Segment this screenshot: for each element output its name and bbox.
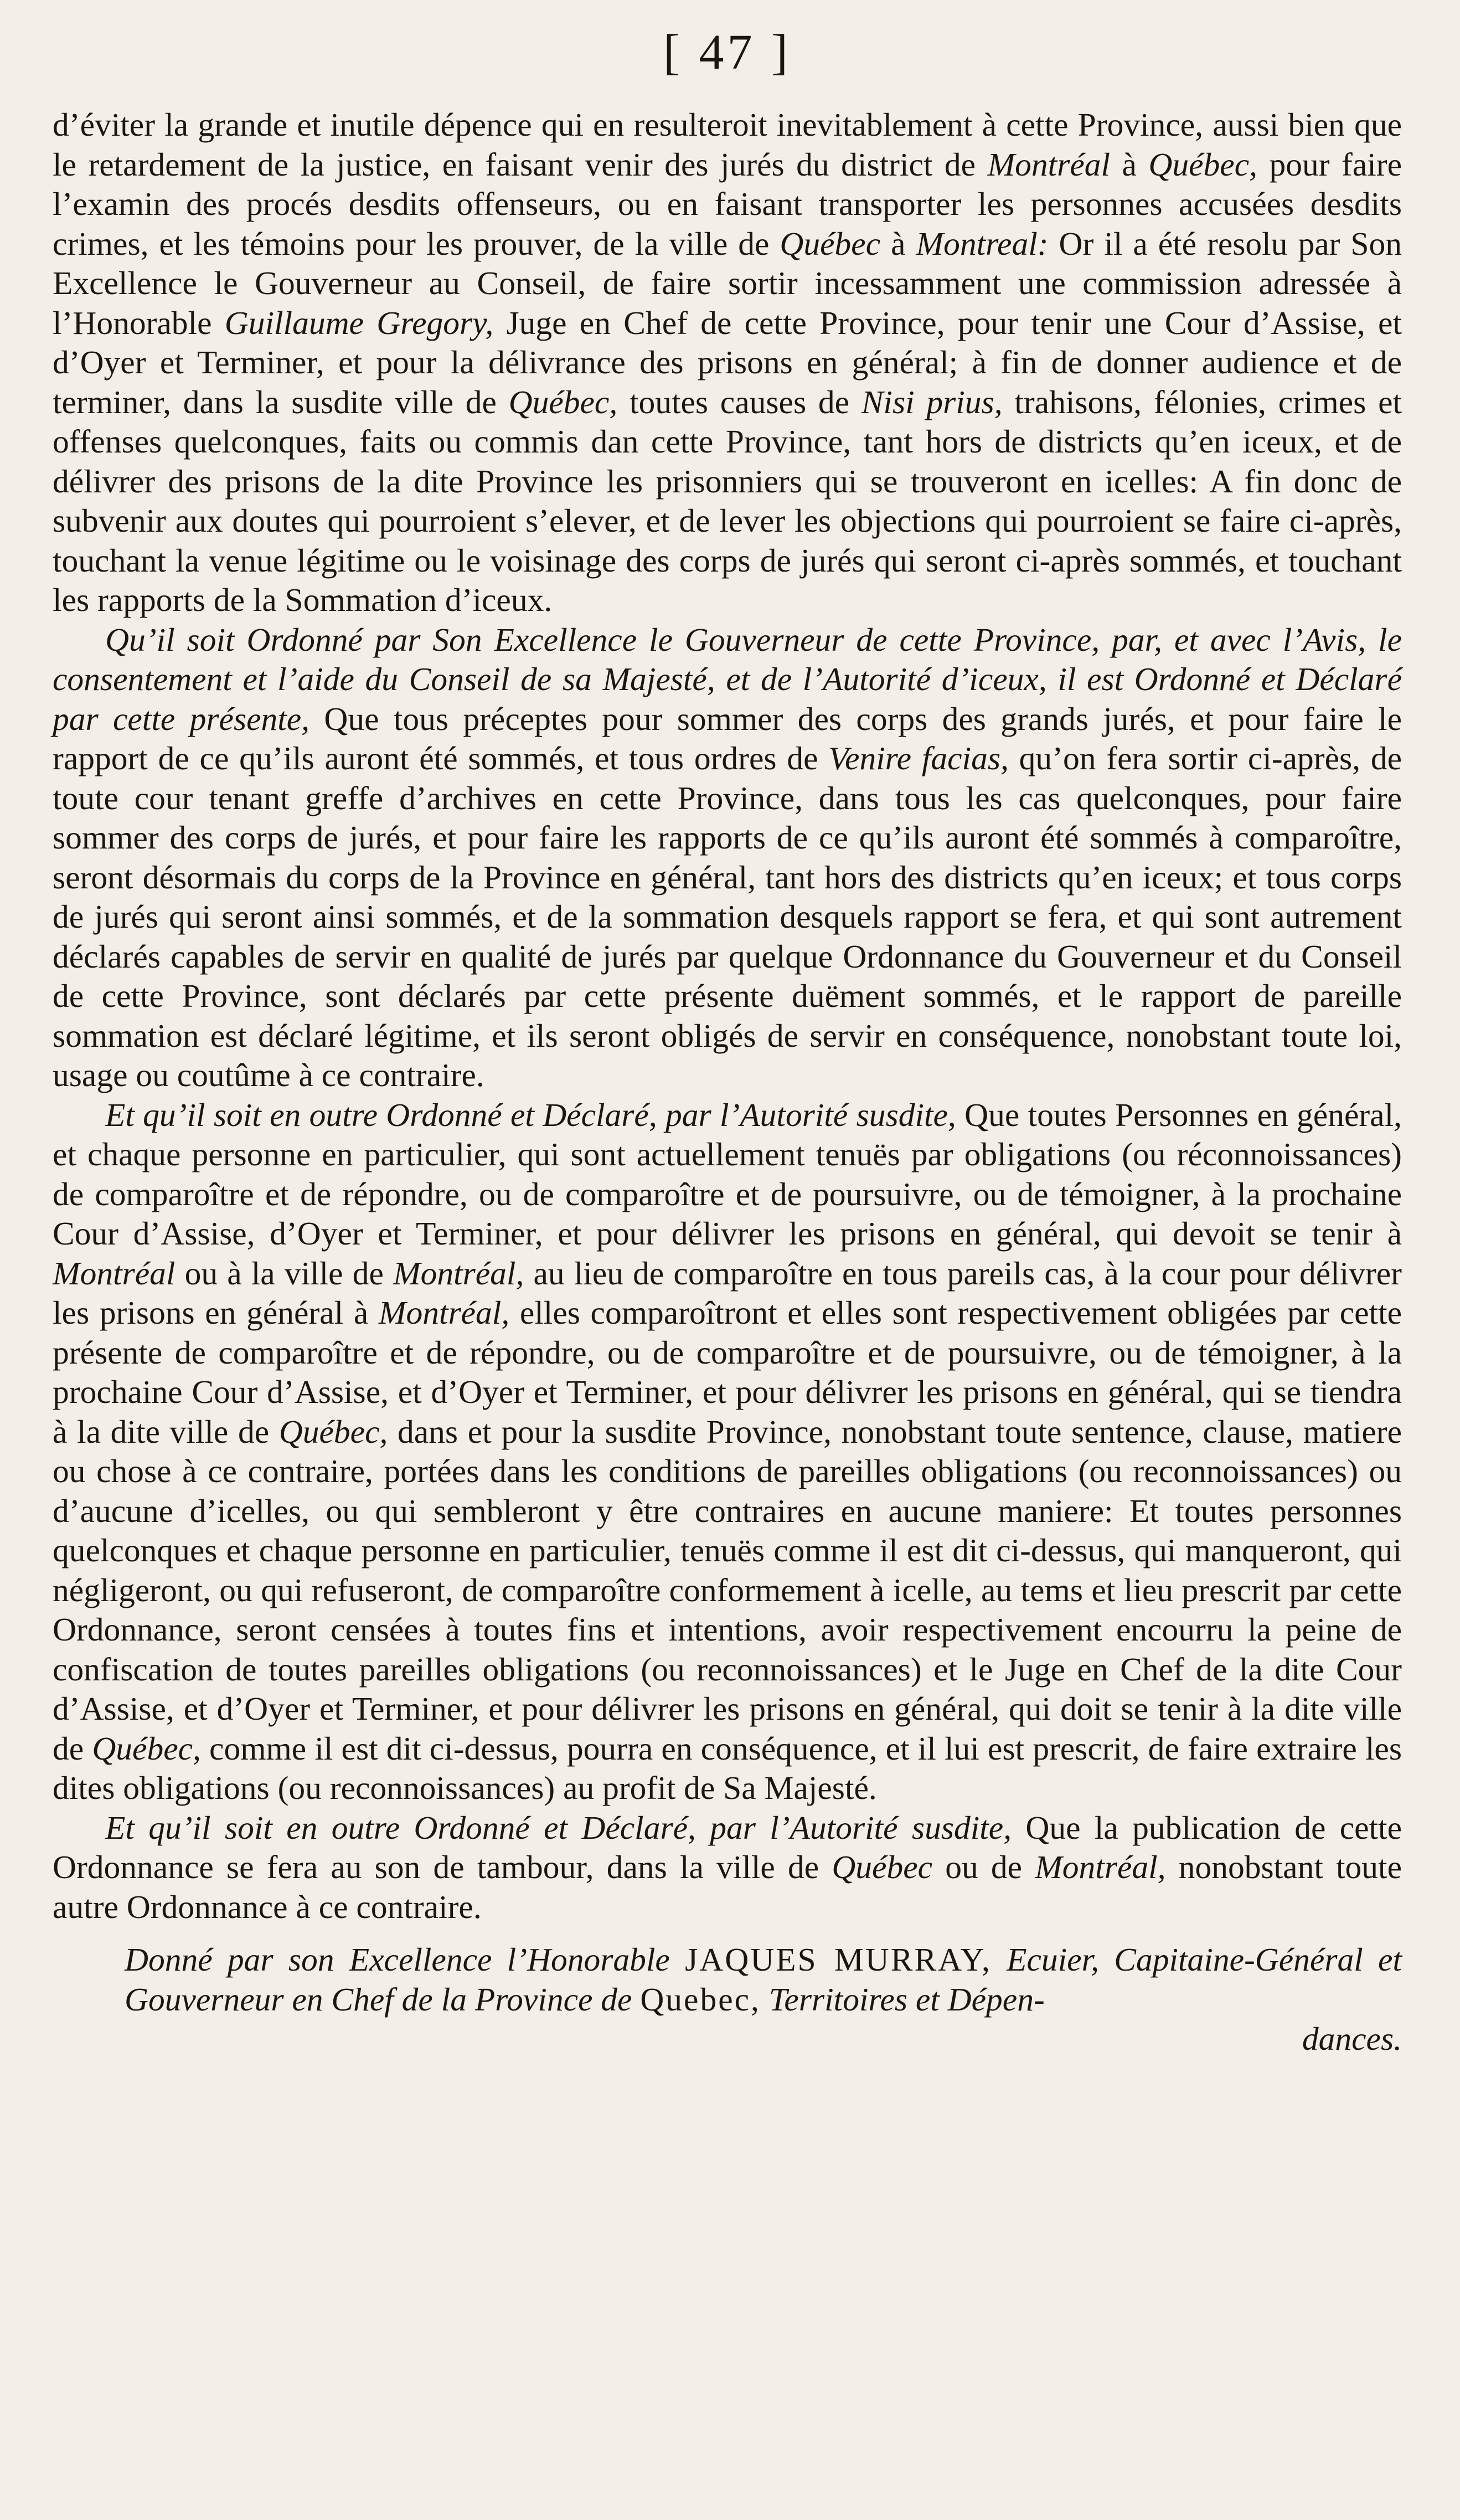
text-run: ou à la ville de	[175, 1254, 394, 1292]
italic-text-run: Québec,	[508, 383, 618, 420]
text-run: comme il est dit ci-dessus, pourra en conséquence, et il lui est prescrit, de faire extraire les dites obligations (ou reconnoissances) au profit de Sa Majesté.	[53, 1730, 1402, 1806]
italic-text-run: Québec	[780, 225, 881, 262]
italic-text-run: Québec,	[1148, 146, 1257, 183]
italic-text-run: Montréal,	[393, 1254, 524, 1292]
italic-text-run: Qu’il soit Ordonné par Son Excellence le Gouverneur de cette Province, par, et avec l’Avis, le consentement et l’aide du Conseil de sa Majesté, et de l’Autorité d’iceux, il est Ordonné et Déclaré par cette présente,	[53, 621, 1402, 737]
page-number: [ 47 ]	[663, 25, 791, 80]
page-header	[53, 22, 1402, 105]
paragraph-ordinance-obligations	[53, 1096, 1402, 1808]
text-run: Juge en Chef de cette Province, pour tenir une Cour d’Assise, et d’Oyer et Terminer, et pour la délivrance des prisons en général; à fin de donner audience et de terminer, dans la susdite ville de	[53, 304, 1402, 420]
text-run: à	[880, 225, 916, 262]
italic-text-run: Territoires et Dépen-	[760, 1981, 1045, 2018]
italic-text-run: Et qu’il soit en outre Ordonné et Déclaré, par l’Autorité susdite,	[105, 1809, 1012, 1846]
text-run: Que toutes Personnes en général, et chaque personne en particulier, qui sont actuellement tenuës par obligations (ou réconnoissances) de comparoître et de répondre, ou de comparoître et de poursuivre, ou de témoigner, à la prochaine Cour d’Assise, d’Oyer et Terminer, et pour délivrer les prisons en général, qui devoit se tenir à	[53, 1096, 1402, 1252]
text-run: Or il a été resolu par Son Excellence le Gouverneur au Conseil, de faire sortir incessamment une commission adressée à l’Honorable	[53, 225, 1402, 341]
italic-text-run: Venire facias,	[828, 740, 1009, 776]
paragraph-preamble	[53, 105, 1402, 620]
italic-text-run: Montréal,	[378, 1294, 510, 1331]
italic-text-run: Ecuier, Capitaine-Général et Gouverneur en Chef de la Province de	[125, 1941, 1402, 2018]
italic-text-run: Québec,	[278, 1413, 388, 1450]
text-run: d’éviter la grande et inutile dépence qui en resulteroit inevitablement à cette Province, aussi bien que le retardement de la justice, en faisant venir des jurés du district de	[53, 106, 1402, 183]
text-run: nonobstant toute autre Ordonnance à ce contraire.	[53, 1849, 1402, 1925]
text-run: Que tous préceptes pour sommer des corps des grands jurés, et pour faire le rapport de ce qu’ils auront été sommés, et tous ordres de	[53, 700, 1402, 776]
document-body	[53, 105, 1402, 1927]
italic-text-run: Et qu’il soit en outre Ordonné et Déclaré, par l’Autorité susdite,	[105, 1096, 956, 1133]
text-run: qu’on fera sortir ci-après, de toute cour tenant greffe d’archives en cette Province, dans tous les cas quelconques, pour faire sommer des corps de jurés, et pour faire les rapports de ce qu’ils auront été sommés à comparoître, seront désormais du corps de la Province en général, tant hors des districts qu’en iceux; et tous corps de jurés qui seront ainsi sommés, et de la sommation desquels rapport se fera, et qui sont autrement déclarés capables de servir en qualité de jurés par quelque Ordonnance du Gouverneur et du Conseil de cette Province, sont déclarés par cette présente duëment sommés, et le rapport de pareille sommation est déclaré légitime, et ils seront obligés de servir en conséquence, nonobstant toute loi, usage ou coutûme à ce contraire.	[53, 740, 1402, 1093]
text-run: toutes causes de	[617, 383, 861, 420]
italic-text-run: Québec,	[92, 1730, 201, 1767]
italic-text-run: Québec	[832, 1849, 933, 1885]
text-run: Que la publication de cette Ordonnance se fera au son de tambour, dans la ville de	[53, 1809, 1402, 1885]
paragraph-ordinance-jurors	[53, 620, 1402, 1096]
text-run: ou de	[932, 1849, 1035, 1885]
text-run: pour faire l’examin des procés desdits offenseurs, ou en faisant transporter les personnes accusées desdits crimes, et les témoins pour les prouver, de la ville de	[53, 146, 1402, 262]
paragraph-ordinance-publication	[53, 1808, 1402, 1927]
text-run: dans et pour la susdite Province, nonobstant toute sentence, clause, matiere ou chose à ce contraire, portées dans les conditions de pareilles obligations (ou reconnoissances) ou d’aucune d’icelles, ou qui sembleront y être contraires en aucune maniere: Et toutes personnes quelconques et chaque personne en particulier, tenuës comme il est dit ci-dessus, qui manqueront, qui négligeront, ou qui refuseront, de comparoître conformement à icelle, au tems et lieu prescrit par cette Ordonnance, seront censées à toutes fins et intentions, avoir respectivement encourru la peine de confiscation de toutes pareilles obligations (ou reconnoissances) et le Juge en Chef de la dite Cour d’Assise, et d’Oyer et Terminer, et pour délivrer les prisons en général, qui doit se tenir à la dite ville de	[53, 1413, 1402, 1767]
signature-block	[53, 1940, 1402, 2019]
italic-text-run: Donné par son Excellence l’Honorable	[125, 1941, 685, 1978]
text-run: trahisons, félonies, crimes et offenses quelconques, faits ou commis dan cette Province, tant hors de districts qu’en iceux, et de délivrer des prisons de la dite Province les prisonniers qui se trouveront en icelles: A fin donc de subvenir aux doutes qui pourroient s’elever, et de lever les objections qui pourroient se faire ci-après, touchant la venue légitime ou le voisinage des corps de jurés qui seront ci-après sommés, et touchant les rapports de la Sommation d’iceux.	[53, 383, 1402, 618]
text-run: à	[1110, 146, 1149, 183]
italic-text-run: Montréal,	[1035, 1849, 1166, 1885]
signature-end: dances.	[1302, 2020, 1402, 2057]
text-run: JAQUES MURRAY,	[685, 1941, 992, 1978]
italic-text-run: Montréal	[987, 146, 1111, 183]
italic-text-run: Guillaume Gregory,	[224, 304, 494, 341]
italic-text-run: Nisi prius,	[861, 383, 1003, 420]
italic-text-run: Montréal	[53, 1254, 176, 1292]
text-run: Quebec,	[640, 1981, 761, 2018]
text-run: elles comparoîtront et elles sont respectivement obligées par cette présente de comparoître et de répondre, ou de comparoître et de poursuivre, ou de témoigner, à la prochaine Cour d’Assise, et d’Oyer et Terminer, et pour délivrer les prisons en général, qui se tiendra à la dite ville de	[53, 1294, 1402, 1450]
italic-text-run: Montreal:	[916, 225, 1049, 262]
text-run: au lieu de comparoître en tous pareils cas, à la cour pour délivrer les prisons en général à	[53, 1254, 1402, 1331]
